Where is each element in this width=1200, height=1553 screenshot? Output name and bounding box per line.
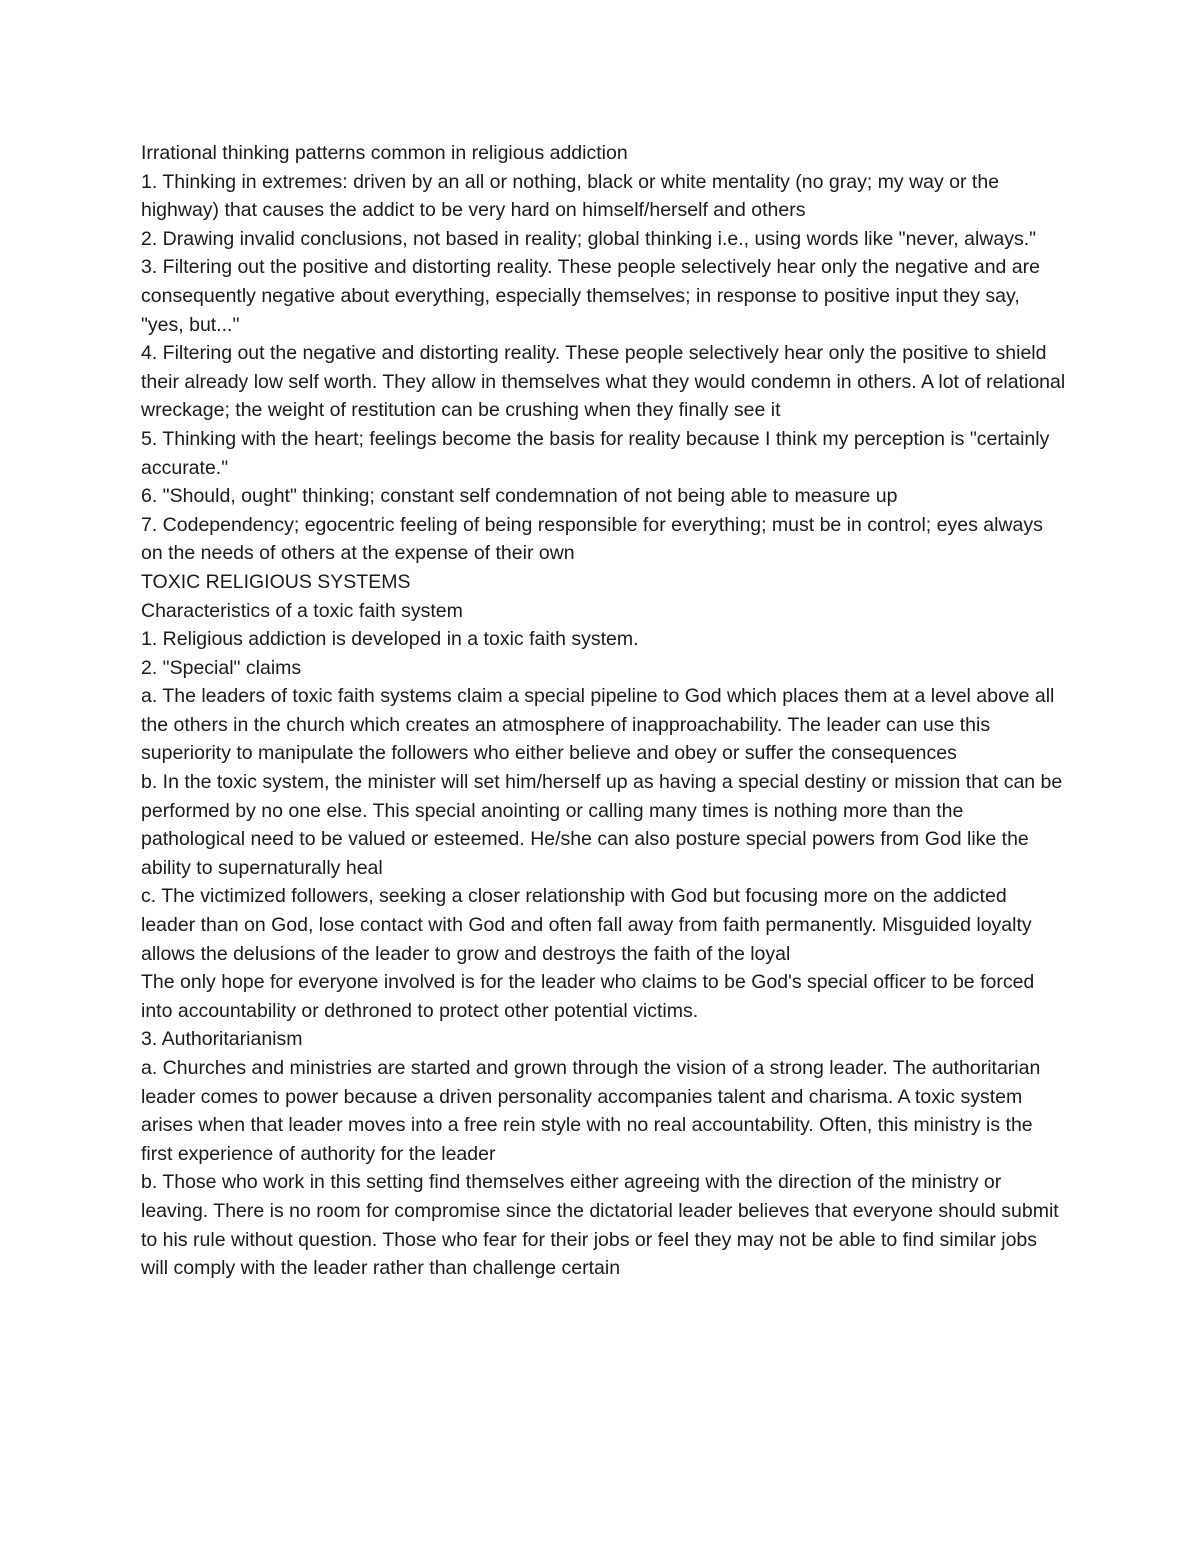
document-heading: Irrational thinking patterns common in religious addiction xyxy=(141,142,628,164)
subheading-characteristics: Characteristics of a toxic faith system xyxy=(141,599,463,622)
list-item-thinking-with-heart: 5. Thinking with the heart; feelings become the basis for reality because I think my perception is "certainly accurate." xyxy=(141,427,1050,479)
sub-item-victimized-followers: c. The victimized followers, seeking a closer relationship with God but focusing more on the addicted leader than on God, lose contact with God and often fall away from faith permanently. Misguided loyalty allows the delusions of the leader to grow and destroys the faith of the loyal xyxy=(141,885,1032,965)
sub-item-special-destiny: b. In the toxic system, the minister will set him/herself up as having a special destiny or mission that can be performed by no one else. This special anointing or calling many times is nothing more than the pathological need to be valued or esteemed. He/she can also posture special powers from God like the ability to supernaturally heal xyxy=(141,771,1063,879)
list-item-codependency: 7. Codependency; egocentric feeling of being responsible for everything; must be in control; eyes always on the needs of others at the expense of their own xyxy=(141,513,1043,565)
list-item-special-claims: 2. "Special" claims xyxy=(141,656,302,679)
sub-item-strong-leader: a. Churches and ministries are started and grown through the vision of a strong leader. The authoritarian leader comes to power because a driven personality accompanies talent and charisma. A toxic system arises when that leader moves into a free rein style with no real accountability. Often, this ministry is the first experience of authority for the leader xyxy=(141,1057,1041,1165)
list-item-thinking-in-extremes: 1. Thinking in extremes: driven by an all or nothing, black or white mentality (no gray; my way or the highway) that causes the addict to be very hard on himself/herself and others xyxy=(141,170,1000,222)
list-item-filtering-positive: 3. Filtering out the positive and distorting reality. These people selectively hear only the negative and are consequently negative about everything, especially themselves; in response to positive input they say, "yes, but..." xyxy=(141,256,1040,336)
list-item-invalid-conclusions: 2. Drawing invalid conclusions, not based in reality; global thinking i.e., using words like "never, always." xyxy=(141,227,1037,250)
document-page xyxy=(141,139,1066,1283)
list-item-filtering-negative: 4. Filtering out the negative and distorting reality. These people selectively hear only the positive to shield their already low self worth. They allow in themselves what they would condemn in others. A lot of relational wreckage; the weight of restitution can be crushing when they finally see it xyxy=(141,342,1066,422)
list-item-religious-addiction: 1. Religious addiction is developed in a toxic faith system. xyxy=(141,628,639,651)
section-heading-toxic-systems: TOXIC RELIGIOUS SYSTEMS xyxy=(141,570,411,593)
sub-item-special-pipeline: a. The leaders of toxic faith systems claim a special pipeline to God which places them at a level above all the others in the church which creates an atmosphere of inapproachability. The leader can use this superiority to manipulate the followers who either believe and obey or suffer the consequences xyxy=(141,685,1055,765)
list-item-should-ought: 6. "Should, ought" thinking; constant self condemnation of not being able to measure up xyxy=(141,485,898,508)
sub-item-work-setting: b. Those who work in this setting find themselves either agreeing with the direction of the ministry or leaving. There is no room for compromise since the dictatorial leader believes that everyone should submit to his rule without question. Those who fear for their jobs or feel they may not be able to find similar jobs will comply with the leader rather than challenge certain xyxy=(141,1171,1059,1280)
paragraph-only-hope: The only hope for everyone involved is for the leader who claims to be God's special officer to be forced into accountability or dethroned to protect other potential victims. xyxy=(141,971,1035,1022)
list-item-authoritarianism: 3. Authoritarianism xyxy=(141,1028,303,1051)
